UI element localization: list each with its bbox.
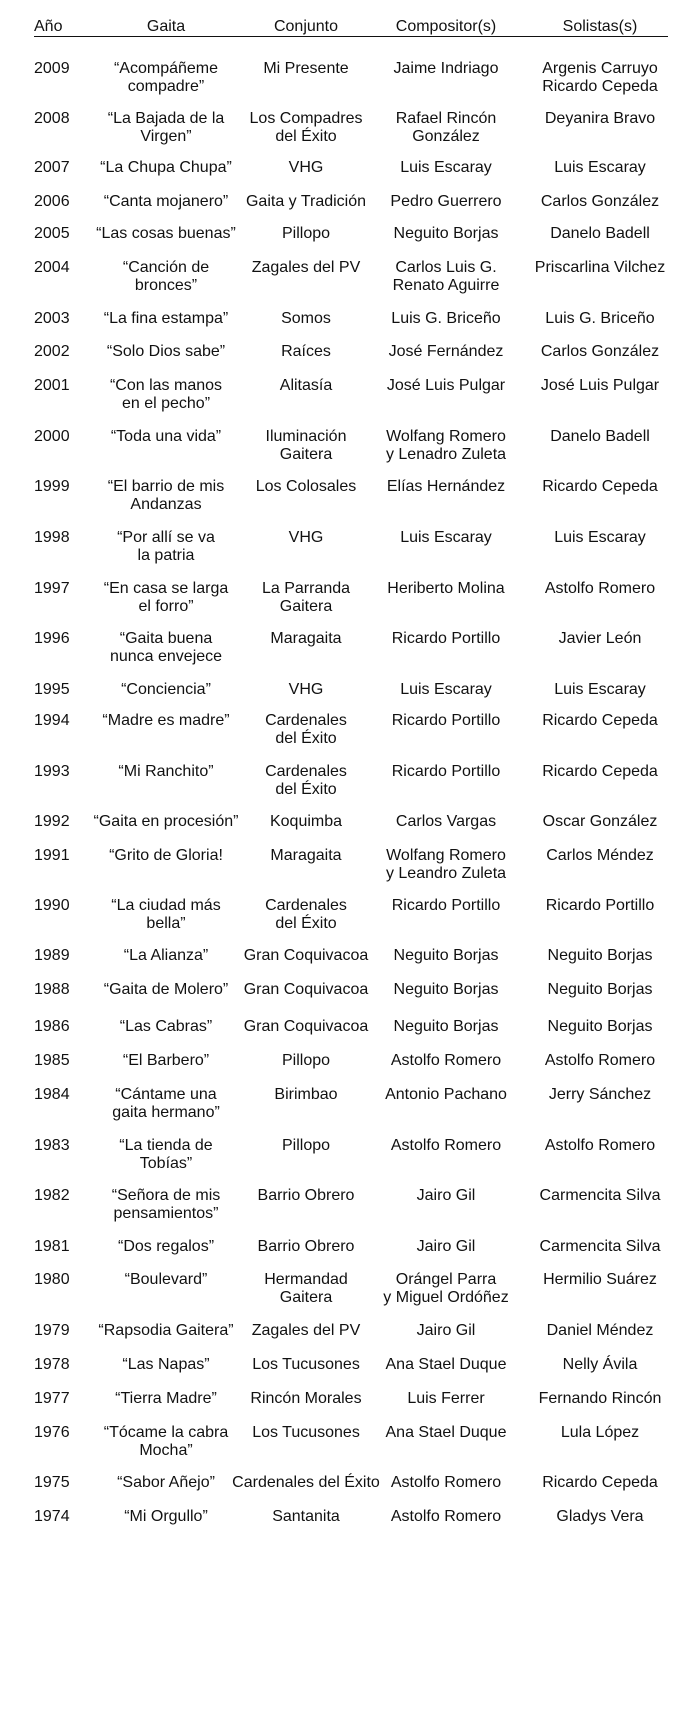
cell-compositor: Astolfo Romero [390, 1474, 502, 1491]
cell-conjunto: VHG [288, 681, 324, 698]
cell-gaita: “Sabor Añejo” [117, 1474, 215, 1491]
header-conjunto: Conjunto [273, 18, 339, 35]
cell-year: 1979 [34, 1322, 70, 1339]
cell-compositor: Luis Escaray [400, 681, 492, 698]
cell-solistas: Nelly Ávila [562, 1356, 638, 1373]
cell-gaita: “Gaita en procesión” [93, 813, 239, 830]
cell-compositor: Astolfo Romero [390, 1137, 502, 1154]
cell-solistas: Neguito Borjas [547, 1018, 653, 1035]
cell-solistas: Luis Escaray [554, 529, 646, 546]
cell-conjunto: Cardenales del Éxito [265, 712, 347, 747]
cell-solistas: Ricardo Cepeda [542, 712, 658, 729]
cell-year: 1995 [34, 681, 70, 698]
cell-gaita: “Por allí se va la patria [117, 529, 215, 564]
cell-gaita: “Toda una vida” [110, 428, 222, 445]
cell-year: 1974 [34, 1508, 70, 1525]
cell-conjunto: Barrio Obrero [257, 1187, 355, 1204]
cell-conjunto: Hermandad Gaitera [264, 1271, 348, 1306]
cell-compositor: Jaime Indriago [393, 60, 499, 77]
cell-year: 1977 [34, 1390, 70, 1407]
cell-compositor: Neguito Borjas [393, 947, 499, 964]
cell-conjunto: Cardenales del Éxito [265, 763, 347, 798]
cell-compositor: Luis Escaray [400, 529, 492, 546]
cell-solistas: Ricardo Cepeda [542, 478, 658, 495]
cell-conjunto: VHG [288, 159, 324, 176]
cell-year: 2007 [34, 159, 70, 176]
cell-compositor: Wolfang Romero y Leandro Zuleta [385, 847, 507, 882]
cell-year: 1999 [34, 478, 70, 495]
cell-compositor: Neguito Borjas [393, 1018, 499, 1035]
cell-conjunto: Los Compadres del Éxito [249, 110, 363, 145]
cell-gaita: “Solo Dios sabe” [106, 343, 226, 360]
cell-conjunto: Raíces [281, 343, 331, 360]
cell-compositor: Ricardo Portillo [391, 897, 501, 914]
cell-conjunto: Mi Presente [263, 60, 349, 77]
cell-conjunto: Pillopo [281, 1137, 331, 1154]
cell-compositor: Antonio Pachano [385, 1086, 507, 1103]
cell-solistas: Carmencita Silva [539, 1187, 661, 1204]
cell-conjunto: Cardenales del Éxito [232, 1474, 380, 1491]
cell-solistas: Ricardo Portillo [545, 897, 655, 914]
cell-compositor: Jairo Gil [416, 1322, 476, 1339]
cell-solistas: Neguito Borjas [547, 981, 653, 998]
cell-compositor: Elías Hernández [386, 478, 506, 495]
cell-compositor: Neguito Borjas [393, 981, 499, 998]
header-compositor: Compositor(s) [395, 18, 497, 35]
cell-conjunto: Los Tucusones [252, 1424, 360, 1441]
cell-compositor: Luis Escaray [400, 159, 492, 176]
cell-year: 1975 [34, 1474, 70, 1491]
cell-year: 2004 [34, 259, 70, 276]
cell-year: 1992 [34, 813, 70, 830]
cell-gaita: “Boulevard” [124, 1271, 208, 1288]
cell-conjunto: Santanita [272, 1508, 340, 1525]
cell-solistas: Carlos Méndez [546, 847, 654, 864]
cell-year: 1994 [34, 712, 70, 729]
cell-year: 2005 [34, 225, 70, 242]
cell-year: 1985 [34, 1052, 70, 1069]
cell-compositor: Wolfang Romero y Lenadro Zuleta [385, 428, 507, 463]
header-gaita: Gaita [146, 18, 186, 35]
cell-conjunto: Zagales del PV [251, 259, 361, 276]
cell-year: 1997 [34, 580, 70, 597]
cell-gaita: “El Barbero” [122, 1052, 210, 1069]
cell-compositor: Jairo Gil [416, 1238, 476, 1255]
cell-solistas: Luis Escaray [554, 681, 646, 698]
cell-solistas: Carlos González [540, 193, 660, 210]
cell-conjunto: Zagales del PV [251, 1322, 361, 1339]
cell-conjunto: La Parranda Gaitera [261, 580, 351, 615]
cell-conjunto: Rincón Morales [250, 1390, 362, 1407]
header-underline [34, 36, 668, 37]
cell-year: 2003 [34, 310, 70, 327]
cell-gaita: “Las Napas” [122, 1356, 210, 1373]
cell-gaita: “La ciudad más bella” [111, 897, 221, 932]
cell-conjunto: Barrio Obrero [257, 1238, 355, 1255]
cell-compositor: Ana Stael Duque [385, 1356, 507, 1373]
cell-year: 1983 [34, 1137, 70, 1154]
cell-gaita: “Tierra Madre” [115, 1390, 217, 1407]
cell-compositor: Orángel Parra y Miguel Ordóñez [383, 1271, 509, 1306]
cell-compositor: José Luis Pulgar [386, 377, 506, 394]
cell-gaita: “Dos regalos” [117, 1238, 215, 1255]
cell-compositor: Astolfo Romero [390, 1052, 502, 1069]
cell-solistas: Astolfo Romero [544, 580, 656, 597]
cell-conjunto: Los Tucusones [252, 1356, 360, 1373]
header-year: Año [34, 18, 63, 35]
cell-conjunto: Los Colosales [255, 478, 357, 495]
cell-year: 2000 [34, 428, 70, 445]
cell-conjunto: Iluminación Gaitera [265, 428, 347, 463]
cell-compositor: Carlos Vargas [395, 813, 497, 830]
cell-solistas: Argenis Carruyo Ricardo Cepeda [542, 60, 658, 95]
cell-year: 1991 [34, 847, 70, 864]
cell-compositor: José Fernández [388, 343, 504, 360]
cell-year: 1986 [34, 1018, 70, 1035]
cell-solistas: Lula López [560, 1424, 640, 1441]
cell-gaita: “La Chupa Chupa” [100, 159, 232, 176]
cell-compositor: Ricardo Portillo [391, 630, 501, 647]
cell-year: 1984 [34, 1086, 70, 1103]
cell-year: 1998 [34, 529, 70, 546]
cell-solistas: Gladys Vera [556, 1508, 644, 1525]
cell-compositor: Ricardo Portillo [391, 763, 501, 780]
cell-year: 1981 [34, 1238, 70, 1255]
cell-conjunto: Maragaita [270, 847, 342, 864]
cell-conjunto: Pillopo [281, 225, 331, 242]
cell-solistas: Luis Escaray [554, 159, 646, 176]
cell-conjunto: Gran Coquivacoa [243, 1018, 369, 1035]
cell-year: 1993 [34, 763, 70, 780]
cell-year: 1990 [34, 897, 70, 914]
cell-year: 2001 [34, 377, 70, 394]
cell-gaita: “Cántame una gaita hermano” [112, 1086, 220, 1121]
cell-gaita: “Madre es madre” [102, 712, 230, 729]
cell-conjunto: Gran Coquivacoa [243, 981, 369, 998]
cell-compositor: Luis Ferrer [407, 1390, 485, 1407]
cell-gaita: “Acompáñeme compadre” [113, 60, 219, 95]
cell-compositor: Rafael Rincón González [395, 110, 497, 145]
cell-solistas: José Luis Pulgar [540, 377, 660, 394]
cell-gaita: “Conciencia” [121, 681, 211, 698]
cell-gaita: “Con las manos en el pecho” [109, 377, 223, 412]
cell-gaita: “La fina estampa” [103, 310, 229, 327]
header-solistas: Solistas(s) [562, 18, 638, 35]
cell-gaita: “Mi Orgullo” [124, 1508, 208, 1525]
cell-gaita: “Canción de bronces” [122, 259, 210, 294]
cell-compositor: Jairo Gil [416, 1187, 476, 1204]
cell-year: 1980 [34, 1271, 70, 1288]
cell-conjunto: Somos [281, 310, 331, 327]
cell-conjunto: VHG [288, 529, 324, 546]
cell-solistas: Ricardo Cepeda [542, 1474, 658, 1491]
cell-solistas: Jerry Sánchez [548, 1086, 652, 1103]
cell-gaita: “La tienda de Tobías” [119, 1137, 213, 1172]
cell-gaita: “Señora de mis pensamientos” [111, 1187, 221, 1222]
cell-year: 2002 [34, 343, 70, 360]
cell-solistas: Neguito Borjas [547, 947, 653, 964]
cell-gaita: “La Bajada de la Virgen” [107, 110, 225, 145]
cell-compositor: Ana Stael Duque [385, 1424, 507, 1441]
cell-gaita: “Grito de Gloria! [109, 847, 223, 864]
cell-conjunto: Gaita y Tradición [245, 193, 367, 210]
cell-year: 1996 [34, 630, 70, 647]
cell-solistas: Deyanira Bravo [544, 110, 656, 127]
cell-gaita: “Las cosas buenas” [96, 225, 236, 242]
cell-conjunto: Alitasía [279, 377, 333, 394]
cell-gaita: “Rapsodia Gaitera” [98, 1322, 234, 1339]
cell-year: 1982 [34, 1187, 70, 1204]
cell-compositor: Heriberto Molina [387, 580, 505, 597]
cell-solistas: Astolfo Romero [544, 1052, 656, 1069]
cell-compositor: Carlos Luis G. Renato Aguirre [392, 259, 500, 294]
cell-compositor: Luis G. Briceño [391, 310, 501, 327]
cell-compositor: Astolfo Romero [390, 1508, 502, 1525]
cell-compositor: Pedro Guerrero [390, 193, 502, 210]
cell-year: 2009 [34, 60, 70, 77]
cell-solistas: Danelo Badell [550, 428, 650, 445]
cell-solistas: Carmencita Silva [539, 1238, 661, 1255]
cell-compositor: Ricardo Portillo [391, 712, 501, 729]
cell-solistas: Javier León [558, 630, 642, 647]
cell-solistas: Priscarlina Vilchez [534, 259, 666, 276]
cell-solistas: Carlos González [540, 343, 660, 360]
cell-conjunto: Cardenales del Éxito [265, 897, 347, 932]
cell-solistas: Oscar González [542, 813, 658, 830]
cell-solistas: Ricardo Cepeda [542, 763, 658, 780]
cell-solistas: Luis G. Briceño [545, 310, 655, 327]
cell-solistas: Astolfo Romero [544, 1137, 656, 1154]
cell-gaita: “Mi Ranchito” [118, 763, 214, 780]
cell-gaita: “El barrio de mis Andanzas [107, 478, 225, 513]
cell-solistas: Danelo Badell [550, 225, 650, 242]
cell-year: 1978 [34, 1356, 70, 1373]
cell-year: 1976 [34, 1424, 70, 1441]
cell-gaita: “La Alianza” [123, 947, 209, 964]
cell-conjunto: Pillopo [281, 1052, 331, 1069]
cell-year: 1988 [34, 981, 70, 998]
cell-gaita: “Las Cabras” [119, 1018, 213, 1035]
cell-solistas: Fernando Rincón [538, 1390, 662, 1407]
cell-solistas: Hermilio Suárez [543, 1271, 657, 1288]
cell-gaita: “Canta mojanero” [103, 193, 229, 210]
cell-gaita: “En casa se larga el forro” [103, 580, 229, 615]
cell-conjunto: Gran Coquivacoa [243, 947, 369, 964]
cell-year: 1989 [34, 947, 70, 964]
cell-gaita: “Tócame la cabra Mocha” [103, 1424, 229, 1459]
cell-gaita: “Gaita buena nunca envejece [109, 630, 223, 665]
cell-conjunto: Maragaita [270, 630, 342, 647]
cell-gaita: “Gaita de Molero” [103, 981, 229, 998]
cell-year: 2006 [34, 193, 70, 210]
cell-solistas: Daniel Méndez [546, 1322, 654, 1339]
cell-compositor: Neguito Borjas [393, 225, 499, 242]
cell-conjunto: Birimbao [274, 1086, 338, 1103]
cell-conjunto: Koquimba [269, 813, 343, 830]
cell-year: 2008 [34, 110, 70, 127]
